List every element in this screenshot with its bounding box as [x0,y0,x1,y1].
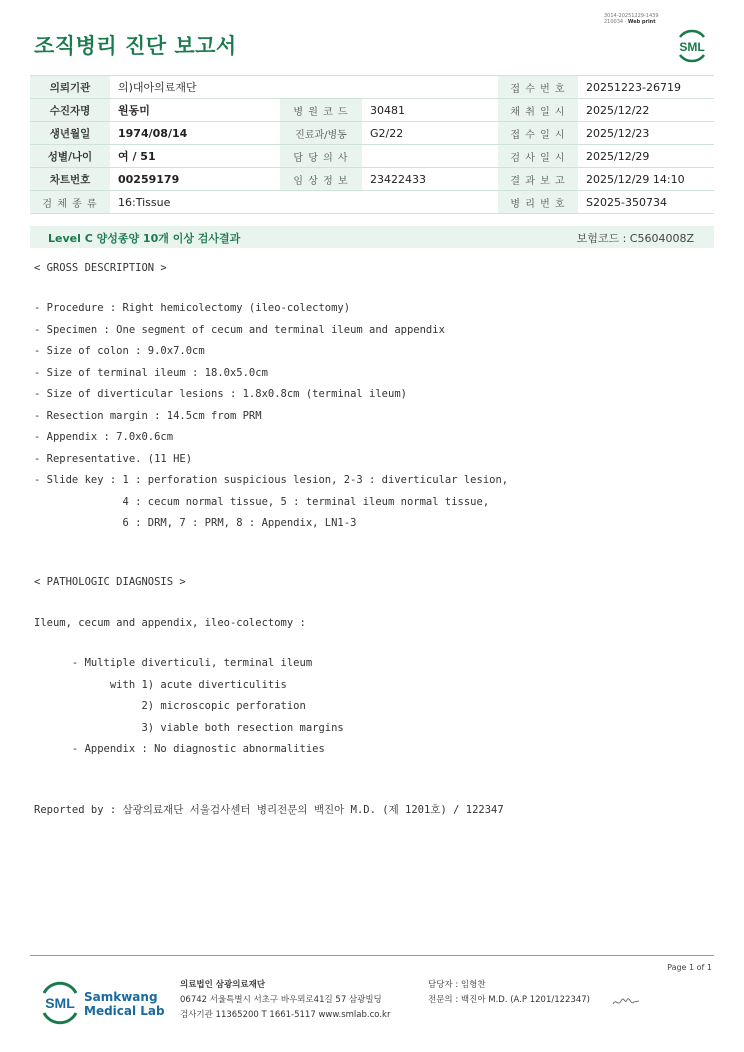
info-label: 진료과/병동 [280,122,362,145]
gross-line: - Slide key : 1 : perforation suspicious lesion, 2-3 : diverticular lesion, [34,474,509,486]
gross-line: - Procedure : Right hemicolectomy (ileo-colectomy) [34,302,351,314]
logo-text: SML [45,995,75,1011]
info-value [362,145,498,168]
info-value: 2025/12/29 [578,145,714,168]
info-value: 1974/08/14 [110,122,280,145]
info-value: 23422433 [362,168,498,191]
info-label: 채 취 일 시 [498,99,578,122]
org-name: 의료법인 삼광의료재단 [180,980,266,990]
diagnosis-line: - Appendix : No diagnostic abnormalities [34,743,325,755]
diagnosis-intro: Ileum, cecum and appendix, ileo-colectomy : [34,617,306,629]
info-value: 2025/12/29 14:10 [578,168,714,191]
info-value: G2/22 [362,122,498,145]
info-value: S2025-350734 [578,191,714,214]
insurance-code: 보험코드 : C5604008Z [576,232,694,245]
info-label: 병 원 코 드 [280,99,362,122]
test-banner [30,226,714,248]
print-code: 3014-20251229-1439 [604,13,659,19]
brand-line: Samkwang [84,990,158,1004]
gross-heading: < GROSS DESCRIPTION > [34,262,167,274]
diagnosis-line: 3) viable both resection margins [34,721,344,734]
table-row [30,122,714,145]
footer-divider [30,955,714,956]
info-label: 접 수 일 시 [498,122,578,145]
info-label: 성별/나이 [30,145,110,168]
info-label: 병 리 번 호 [498,191,578,214]
info-value: 00259179 [110,168,280,191]
gross-line: - Size of terminal ileum : 18.0x5.0cm [34,366,268,379]
info-value: 2025/12/23 [578,122,714,145]
table-row [30,99,714,122]
info-label: 검 체 종 류 [30,191,110,214]
info-value: 20251223-26719 [578,76,714,99]
samkwang-logo-icon [36,979,84,1027]
table-row [30,76,714,99]
print-id: 3014-20251229-1439 210034 · Web print [604,13,659,25]
info-label: 담 당 의 사 [280,145,362,168]
gross-line: - Size of colon : 9.0x7.0cm [34,345,205,357]
gross-line: - Specimen : One segment of cecum and terminal ileum and appendix [34,323,445,336]
gross-line: - Resection margin : 14.5cm from PRM [34,409,262,422]
logo-text: SML [679,40,705,54]
diagnosis-line: - Multiple diverticuli, terminal ileum [34,657,313,669]
info-value: 여 / 51 [110,145,280,168]
reported-by: Reported by : 삼광의료재단 서울검사센터 병리전문의 백진아 M.D. (제 1201호) / 122347 [34,804,504,816]
page-number: Page 1 of 1 [667,963,712,972]
footer-org [180,978,390,1023]
org-address: 06742 서울특별시 서초구 바우뫼로41길 57 삼광빌딩 [180,995,382,1005]
info-value: 2025/12/22 [578,99,714,122]
test-name: Level C 양성종양 10개 이상 검사결과 [48,232,241,245]
info-value: 의)대아의료재단 [110,76,498,99]
info-label: 생년월일 [30,122,110,145]
info-value: 30481 [362,99,498,122]
footer-staff [428,978,590,1008]
table-row [30,145,714,168]
info-label: 임 상 정 보 [280,168,362,191]
info-label: 접 수 번 호 [498,76,578,99]
diagnosis-line: 2) microscopic perforation [34,700,306,712]
print-time: 210034 [604,19,624,25]
info-value: 16:Tissue [110,191,498,214]
specialist-line: 전문의 : 백진아 M.D. (A.P 1201/122347) [428,995,590,1005]
info-label: 결 과 보 고 [498,168,578,191]
info-label: 수진자명 [30,99,110,122]
org-contact: 검사기관 11365200 T 1661-5117 www.smlab.co.kr [180,1010,391,1020]
diagnosis-line: with 1) acute diverticulitis [34,678,287,691]
print-mode: Web print [627,19,656,25]
staff-line: 담당자 : 임형찬 [428,980,486,990]
gross-line: 4 : cecum normal tissue, 5 : terminal ileum normal tissue, [34,495,490,508]
info-label: 검 사 일 시 [498,145,578,168]
sml-logo-icon [672,27,712,65]
table-row [30,191,714,214]
brand-line: Medical Lab [84,1004,165,1018]
info-label: 의뢰기관 [30,76,110,99]
diagnosis-heading: < PATHOLOGIC DIAGNOSIS > [34,576,186,588]
gross-line: 6 : DRM, 7 : PRM, 8 : Appendix, LN1-3 [34,517,357,529]
report-title: 조직병리 진단 보고서 [34,34,237,58]
info-label: 차트번호 [30,168,110,191]
footer-brand [84,990,165,1018]
gross-line: - Appendix : 7.0x0.6cm [34,431,174,443]
signature-icon [612,996,640,1008]
gross-line: - Size of diverticular lesions : 1.8x0.8cm (terminal ileum) [34,388,407,400]
info-value: 원동미 [110,99,280,122]
table-row [30,168,714,191]
gross-line: - Representative. (11 HE) [34,452,193,465]
patient-info-table [30,75,714,214]
